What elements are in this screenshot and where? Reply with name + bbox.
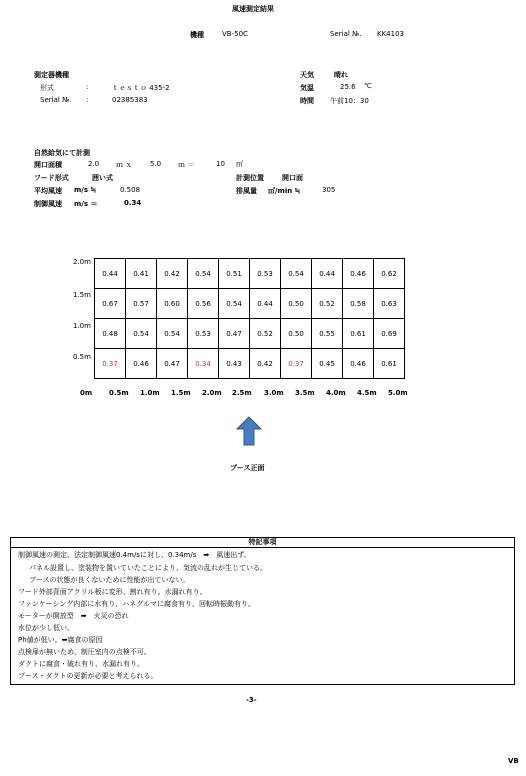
- exhaust-volume-value: 305: [322, 186, 336, 194]
- grid-cell: 0.45: [312, 349, 343, 379]
- weather-value: 晴れ: [334, 71, 348, 79]
- serial-label: Serial №.: [330, 30, 362, 38]
- model-label: 機種: [190, 31, 204, 39]
- note-line: ブース・ダクトの更新が必要と考えられる。: [18, 672, 158, 680]
- grid-cell: 0.62: [374, 259, 405, 289]
- x-label: 2.0m: [202, 389, 222, 397]
- x-label: 3.0m: [264, 389, 284, 397]
- grid-cell: 0.54: [281, 259, 312, 289]
- grid-cell: 0.46: [126, 349, 157, 379]
- opening-equals: ｍ ＝: [178, 161, 195, 169]
- time-value: 午前10：30: [330, 97, 369, 105]
- grid-cell: 0.54: [219, 289, 250, 319]
- grid-cell: 0.34: [188, 349, 219, 379]
- note-line: ブースの状態が良くないために性能が出ていない。: [29, 576, 190, 584]
- grid-row: [95, 289, 405, 319]
- instrument-heading: 測定器機種: [34, 71, 69, 79]
- time-label: 時間: [300, 97, 314, 105]
- control-speed-value: 0.34: [124, 199, 142, 207]
- grid-row: [95, 349, 405, 379]
- grid-cell: 0.44: [312, 259, 343, 289]
- grid-row: [95, 259, 405, 289]
- control-speed-unit: m/s ＝: [74, 200, 98, 208]
- grid-cell: 0.51: [219, 259, 250, 289]
- colon: :: [86, 96, 89, 104]
- grid-cell: 0.61: [374, 349, 405, 379]
- grid-cell: 0.54: [157, 319, 188, 349]
- grid-cell: 0.50: [281, 319, 312, 349]
- x-label: 2.5m: [232, 389, 252, 397]
- note-line: 水位が少し低い。: [18, 624, 74, 632]
- grid-cell: 0.53: [250, 259, 281, 289]
- measure-position-label: 計測位置: [236, 174, 264, 182]
- x-label: 5.0m: [388, 389, 408, 397]
- colon: :: [86, 83, 89, 91]
- note-line: Ph値が低い。➡腐食の原因: [18, 636, 103, 644]
- x-label: 0.5m: [109, 389, 129, 397]
- page-number: -3-: [246, 696, 257, 704]
- average-speed-value: 0.508: [120, 186, 141, 194]
- grid-cell: 0.41: [126, 259, 157, 289]
- opening-times: ｍ ｘ: [116, 161, 133, 169]
- grid-cell: 0.46: [343, 349, 374, 379]
- y-label: 0.5m: [73, 353, 91, 361]
- measure-position-value: 開口面: [282, 174, 303, 182]
- note-line: フード外部背面アクリル板に変形、割れ有り。水漏れ有り。: [18, 588, 207, 596]
- grid-cell: 0.52: [312, 289, 343, 319]
- temperature-unit: ℃: [364, 82, 372, 90]
- note-line: 制御風速の測定、法定制御風速0.4m/sに対し、0.34m/s ➡ 風速出ず。: [18, 551, 251, 559]
- hood-type-label: フード形式: [34, 174, 69, 182]
- temperature-value: 25.6: [340, 83, 356, 91]
- grid-cell: 0.44: [250, 289, 281, 319]
- velocity-grid: [94, 258, 405, 379]
- note-line: 点検扉が無いため、制圧室内の点検不可。: [18, 648, 151, 656]
- instrument-serial-value: 02385383: [112, 96, 148, 104]
- x-label: 3.5m: [295, 389, 315, 397]
- instrument-type-label: 形式: [40, 84, 54, 92]
- grid-cell: 0.48: [95, 319, 126, 349]
- y-label: 1.5m: [73, 291, 91, 299]
- grid-cell: 0.43: [219, 349, 250, 379]
- grid-cell: 0.44: [95, 259, 126, 289]
- origin-label: 0m: [80, 389, 93, 397]
- special-notes-heading: 特記事項: [11, 538, 514, 548]
- corner-label: VB: [508, 757, 519, 765]
- grid-cell: 0.55: [312, 319, 343, 349]
- control-speed-label: 制御風速: [34, 200, 62, 208]
- note-line: モーターが開放型 ➡ 火災の恐れ: [18, 612, 129, 620]
- y-label: 1.0m: [73, 322, 91, 330]
- grid-cell: 0.54: [188, 259, 219, 289]
- instrument-type-value: ｔｅｓｔｏ 435-2: [112, 84, 170, 92]
- exhaust-volume-unit: ㎥/min ≒: [268, 187, 301, 195]
- grid-cell: 0.37: [95, 349, 126, 379]
- x-label: 1.0m: [140, 389, 160, 397]
- exhaust-volume-label: 排風量: [236, 187, 257, 195]
- grid-cell: 0.61: [343, 319, 374, 349]
- y-label: 2.0m: [73, 258, 91, 266]
- grid-cell: 0.50: [281, 289, 312, 319]
- instrument-serial-label: Serial №.: [40, 96, 72, 104]
- booth-front-label: ブース正面: [230, 464, 265, 472]
- note-line: ファンケーシング内部に水有り、ハネグルマに腐食有り、回転時振動有り。: [18, 600, 256, 608]
- average-speed-label: 平均風速: [34, 187, 62, 195]
- grid-cell: 0.58: [343, 289, 374, 319]
- grid-cell: 0.54: [126, 319, 157, 349]
- grid-cell: 0.69: [374, 319, 405, 349]
- x-label: 1.5m: [171, 389, 191, 397]
- serial-value: KK4103: [377, 30, 404, 38]
- grid-cell: 0.57: [126, 289, 157, 319]
- special-notes-box: [10, 537, 515, 685]
- grid-cell: 0.46: [343, 259, 374, 289]
- grid-cell: 0.63: [374, 289, 405, 319]
- hood-type-value: 囲い式: [92, 174, 113, 182]
- page-title: 風速測定結果: [232, 5, 274, 13]
- opening-width: 2.0: [88, 160, 100, 168]
- temperature-label: 気温: [300, 84, 314, 92]
- x-label: 4.0m: [326, 389, 346, 397]
- measurement-method: 自然給気にて計測: [34, 149, 90, 157]
- grid-cell: 0.42: [157, 259, 188, 289]
- note-line: パネル設置し、塗装物を置いていたことにより、気流の乱れが生じている。: [29, 564, 267, 572]
- grid-cell: 0.42: [250, 349, 281, 379]
- average-speed-unit: m/s ≒: [74, 186, 97, 194]
- opening-area-label: 開口面積: [34, 161, 62, 169]
- x-label: 4.5m: [357, 389, 377, 397]
- grid-cell: 0.53: [188, 319, 219, 349]
- weather-label: 天気: [300, 71, 314, 79]
- opening-area-unit: ㎡: [236, 160, 243, 168]
- grid-row: [95, 319, 405, 349]
- note-line: ダクトに腐食・破れ有り、水漏れ有り。: [18, 660, 144, 668]
- model-value: VB-50C: [222, 30, 248, 38]
- up-arrow-icon: [236, 416, 262, 446]
- grid-cell: 0.47: [219, 319, 250, 349]
- grid-cell: 0.37: [281, 349, 312, 379]
- grid-cell: 0.60: [157, 289, 188, 319]
- opening-height: 5.0: [150, 160, 162, 168]
- grid-cell: 0.52: [250, 319, 281, 349]
- grid-cell: 0.56: [188, 289, 219, 319]
- opening-area-value: 10: [216, 160, 225, 168]
- grid-cell: 0.67: [95, 289, 126, 319]
- grid-cell: 0.47: [157, 349, 188, 379]
